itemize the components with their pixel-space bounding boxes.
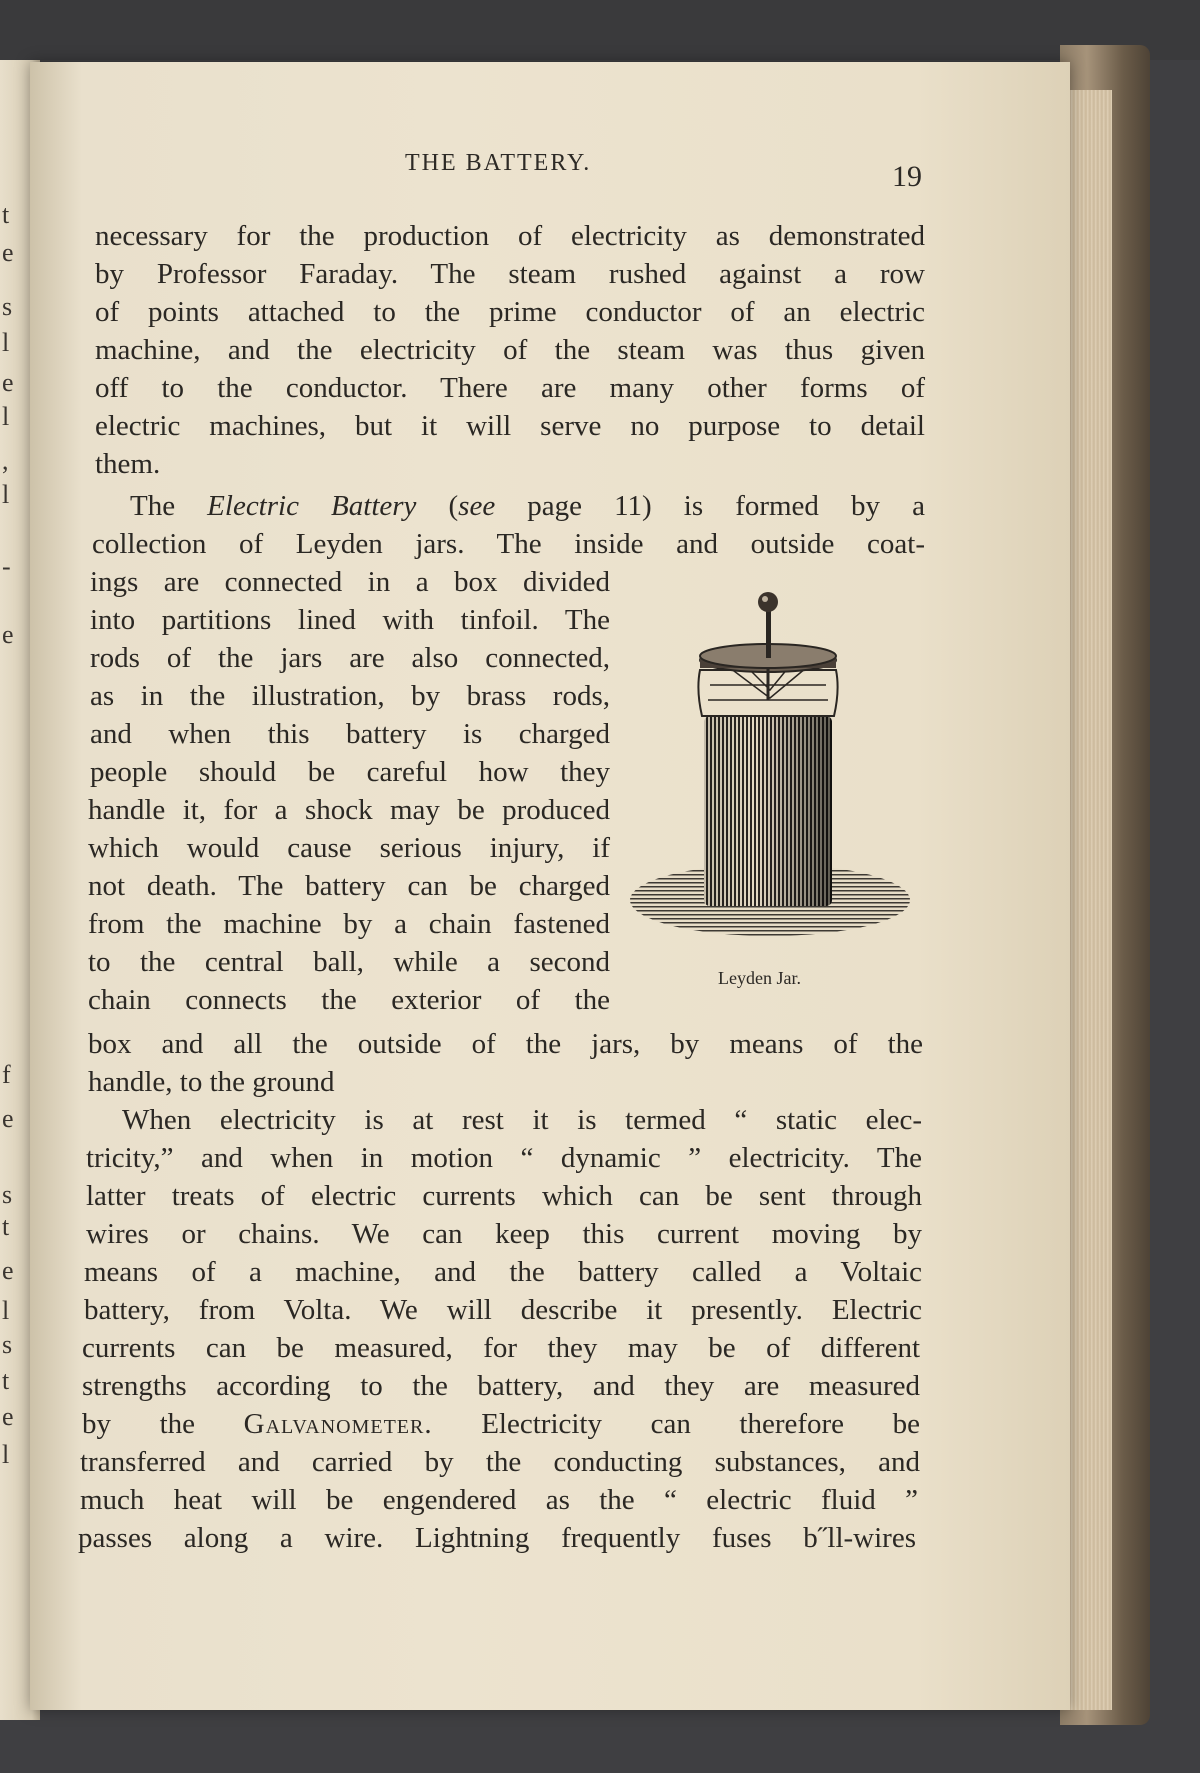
text-line bbox=[130, 488, 925, 524]
text-line: tricity,” and when in motion “ dynamic ” electricity. The bbox=[86, 1142, 922, 1174]
text-line: machine, and the electricity of the steam was thus given bbox=[95, 334, 925, 366]
text-line: necessary for the production of electricity as demonstrated bbox=[95, 220, 925, 252]
previous-page-fragment: l bbox=[2, 1440, 10, 1469]
text-line: box and all the outside of the jars, by means of the bbox=[88, 1028, 923, 1060]
text-line: which would cause serious injury, if bbox=[88, 832, 610, 864]
text-line: latter treats of electric currents which can be sent through bbox=[86, 1180, 922, 1212]
previous-page-fragment: e bbox=[2, 1256, 14, 1285]
text-line: and when this battery is charged bbox=[90, 718, 610, 750]
previous-page-fragment: s bbox=[2, 1180, 13, 1209]
previous-page-fragment: e bbox=[2, 620, 14, 649]
text-line: chain connects the exterior of the bbox=[88, 984, 610, 1016]
text-line: collection of Leyden jars. The inside and outside coat- bbox=[92, 528, 925, 560]
text-line: by Professor Faraday. The steam rushed against a row bbox=[95, 258, 925, 290]
text-line: ings are connected in a box divided bbox=[90, 566, 610, 598]
previous-page-fragment: e bbox=[2, 1104, 14, 1133]
text-line: When electricity is at rest it is termed “ static elec- bbox=[122, 1104, 922, 1136]
previous-page-fragment: l bbox=[2, 402, 10, 431]
text-line: of points attached to the prime conductor of an electric bbox=[95, 296, 925, 328]
text-line: handle, to the ground bbox=[88, 1066, 335, 1098]
italic-term: see bbox=[458, 490, 496, 522]
previous-page-fragment: e bbox=[2, 1402, 14, 1431]
text-line: to the central ball, while a second bbox=[88, 946, 610, 978]
text-line: means of a machine, and the battery called a Voltaic bbox=[84, 1256, 922, 1288]
previous-page-fragment: s bbox=[2, 1330, 13, 1359]
previous-page-fragment: e bbox=[2, 368, 14, 397]
jar-body bbox=[698, 668, 837, 906]
text-run: page 11) is formed by a bbox=[495, 490, 925, 522]
text-line: not death. The battery can be charged bbox=[88, 870, 610, 902]
text-run: ( bbox=[416, 490, 459, 522]
text-line: handle it, for a shock may be produced bbox=[88, 794, 610, 826]
previous-page-fragment: f bbox=[2, 1060, 11, 1089]
text-line: much heat will be engendered as the “ electric fluid ” bbox=[80, 1484, 918, 1516]
page-number: 19 bbox=[892, 160, 922, 193]
text-line: as in the illustration, by brass rods, bbox=[90, 680, 610, 712]
previous-page-fragment: - bbox=[2, 552, 11, 581]
text-line: electric machines, but it will serve no purpose to detail bbox=[95, 410, 925, 442]
text-run: The bbox=[130, 490, 208, 522]
text-run: Electricity can therefore be bbox=[481, 1408, 921, 1440]
text-line: off to the conductor. There are many other forms of bbox=[95, 372, 925, 404]
previous-page-fragment: l bbox=[2, 1296, 10, 1325]
previous-page-fragment: e bbox=[2, 238, 14, 267]
text-line: rods of the jars are also connected, bbox=[90, 642, 610, 674]
running-head: THE BATTERY. bbox=[405, 150, 592, 176]
previous-page-fragment: s bbox=[2, 292, 13, 321]
scan-background bbox=[0, 0, 1200, 60]
previous-page-fragment: , bbox=[2, 446, 9, 475]
text-line: currents can be measured, for they may be of different bbox=[82, 1332, 920, 1364]
text-run: by the bbox=[82, 1408, 196, 1440]
text-line: them. bbox=[95, 448, 161, 480]
text-line: wires or chains. We can keep this current moving by bbox=[86, 1218, 922, 1250]
previous-page-fragment: l bbox=[2, 480, 10, 509]
previous-page-fragment: t bbox=[2, 1366, 10, 1395]
previous-page-fragment: t bbox=[2, 200, 10, 229]
text-line bbox=[82, 1406, 920, 1442]
text-line: transferred and carried by the conducting substances, and bbox=[80, 1446, 920, 1478]
text-line: strengths according to the battery, and they are measured bbox=[82, 1370, 920, 1402]
text-line: battery, from Volta. We will describe it presently. Electric bbox=[84, 1294, 922, 1326]
previous-page-fragment: t bbox=[2, 1212, 10, 1241]
italic-term: Electric Battery bbox=[207, 490, 417, 522]
text-line: into partitions lined with tinfoil. The bbox=[90, 604, 610, 636]
text-line: from the machine by a chain fastened bbox=[88, 908, 610, 940]
text-line: passes along a wire. Lightning frequently fuses b˝ll-wires bbox=[78, 1522, 916, 1554]
leyden-jar-illustration bbox=[630, 590, 920, 960]
text-line: people should be careful how they bbox=[90, 756, 610, 788]
small-caps-term: Galvanometer. bbox=[243, 1408, 433, 1440]
figure-caption: Leyden Jar. bbox=[718, 968, 801, 988]
previous-page-fragment: l bbox=[2, 328, 10, 357]
